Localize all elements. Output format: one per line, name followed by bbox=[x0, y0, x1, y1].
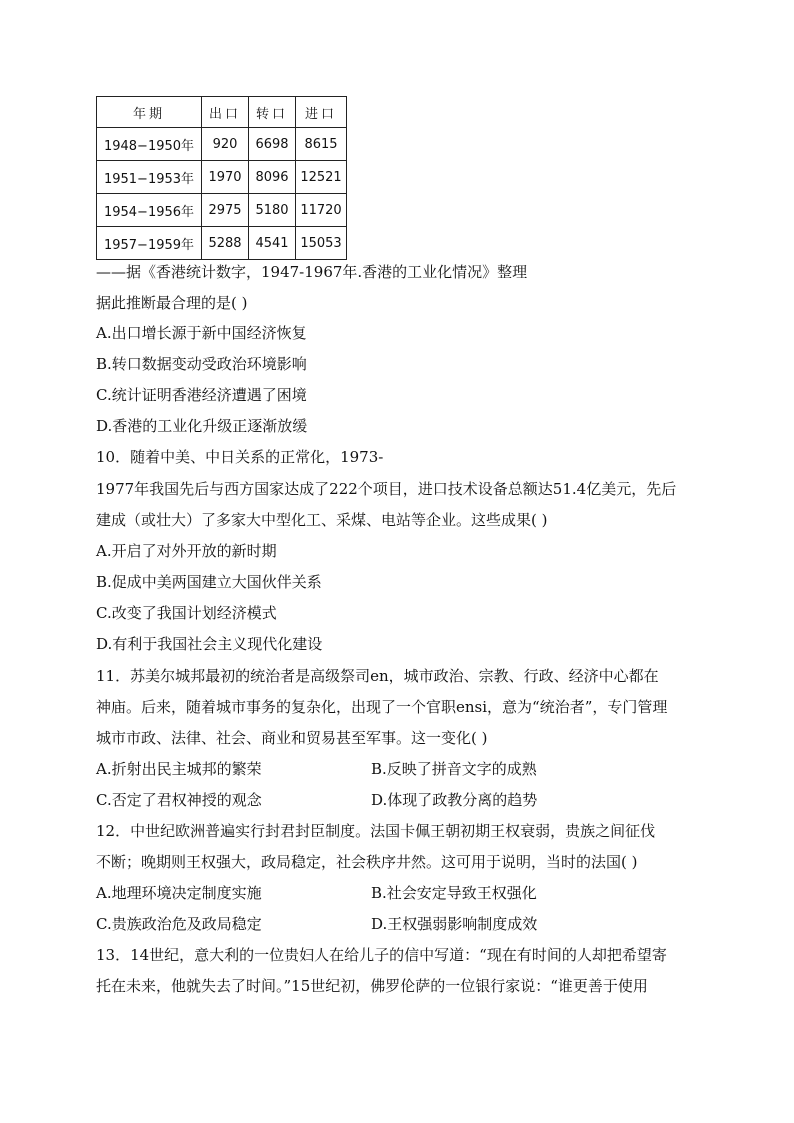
table-row bbox=[97, 161, 347, 194]
q10-stem-line2: 1977年我国先后与西方国家达成了222个项目，进口技术设备总额达51.4亿美元，先后 bbox=[96, 480, 677, 498]
header-reexport: 转口 bbox=[249, 97, 296, 128]
cell-reexport: 5180 bbox=[249, 194, 296, 227]
q10-option-a: A.开启了对外开放的新时期 bbox=[96, 542, 277, 560]
q11-option-d: D.体现了政教分离的趋势 bbox=[371, 791, 538, 809]
q9-option-d: D.香港的工业化升级正逐渐放缓 bbox=[96, 417, 308, 435]
q10-option-d: D.有利于我国社会主义现代化建设 bbox=[96, 635, 323, 653]
q11-option-b: B.反映了拼音文字的成熟 bbox=[371, 760, 537, 778]
q11-stem-line2: 神庙。后来，随着城市事务的复杂化，出现了一个官职ensi，意为“统治者”，专门管理 bbox=[96, 698, 668, 716]
cell-period: 1948−1950年 bbox=[97, 128, 202, 161]
cell-import: 12521 bbox=[296, 161, 347, 194]
table-row bbox=[97, 194, 347, 227]
cell-export: 2975 bbox=[202, 194, 249, 227]
q12-stem-line2: 不断；晚期则王权强大，政局稳定，社会秩序井然。这可用于说明，当时的法国( ) bbox=[96, 853, 638, 871]
q10-option-b: B.促成中美两国建立大国伙伴关系 bbox=[96, 573, 322, 591]
q11-option-c: C.否定了君权神授的观念 bbox=[96, 791, 262, 809]
table-row bbox=[97, 128, 347, 161]
table-row bbox=[97, 227, 347, 260]
header-import: 进口 bbox=[296, 97, 347, 128]
cell-reexport: 8096 bbox=[249, 161, 296, 194]
q10-stem-line1: 10．随着中美、中日关系的正常化，1973- bbox=[96, 448, 384, 466]
cell-reexport: 6698 bbox=[249, 128, 296, 161]
q9-option-c: C.统计证明香港经济遭遇了困境 bbox=[96, 386, 307, 404]
q10-option-c: C.改变了我国计划经济模式 bbox=[96, 604, 277, 622]
q11-stem-line1: 11．苏美尔城邦最初的统治者是高级祭司en，城市政治、宗教、行政、经济中心都在 bbox=[96, 667, 659, 685]
q13-stem-line2: 托在未来，他就失去了时间。”15世纪初，佛罗伦萨的一位银行家说：“谁更善于使用 bbox=[96, 977, 648, 995]
q12-option-b: B.社会安定导致王权强化 bbox=[371, 884, 537, 902]
table-header-row bbox=[97, 97, 347, 128]
q10-stem-line3: 建成（或壮大）了多家大中型化工、采煤、电站等企业。这些成果( ) bbox=[96, 511, 548, 529]
q11-option-a: A.折射出民主城邦的繁荣 bbox=[96, 760, 262, 778]
q11-stem-line3: 城市市政、法律、社会、商业和贸易甚至军事。这一变化( ) bbox=[96, 729, 488, 747]
cell-import: 8615 bbox=[296, 128, 347, 161]
q12-stem-line1: 12．中世纪欧洲普遍实行封君封臣制度。法国卡佩王朝初期王权衰弱，贵族之间征伐 bbox=[96, 822, 656, 840]
cell-import: 11720 bbox=[296, 194, 347, 227]
cell-export: 5288 bbox=[202, 227, 249, 260]
q9-option-a: A.出口增长源于新中国经济恢复 bbox=[96, 324, 307, 342]
q13-stem-line1: 13．14世纪，意大利的一位贵妇人在给儿子的信中写道：“现在有时间的人却把希望寄 bbox=[96, 946, 667, 964]
cell-period: 1954−1956年 bbox=[97, 194, 202, 227]
q9-stem: 据此推断最合理的是( ) bbox=[96, 294, 248, 312]
q9-option-b: B.转口数据变动受政治环境影响 bbox=[96, 355, 307, 373]
q12-option-d: D.王权强弱影响制度成效 bbox=[371, 915, 538, 933]
q12-option-a: A.地理环境决定制度实施 bbox=[96, 884, 262, 902]
cell-period: 1951−1953年 bbox=[97, 161, 202, 194]
trade-table bbox=[96, 96, 347, 260]
q12-option-c: C.贵族政治危及政局稳定 bbox=[96, 915, 262, 933]
header-export: 出口 bbox=[202, 97, 249, 128]
cell-export: 1970 bbox=[202, 161, 249, 194]
cell-period: 1957−1959年 bbox=[97, 227, 202, 260]
header-period: 年期 bbox=[97, 97, 202, 128]
table-source: ——据《香港统计数字，1947-1967年.香港的工业化情况》整理 bbox=[96, 263, 528, 281]
cell-export: 920 bbox=[202, 128, 249, 161]
cell-reexport: 4541 bbox=[249, 227, 296, 260]
cell-import: 15053 bbox=[296, 227, 347, 260]
